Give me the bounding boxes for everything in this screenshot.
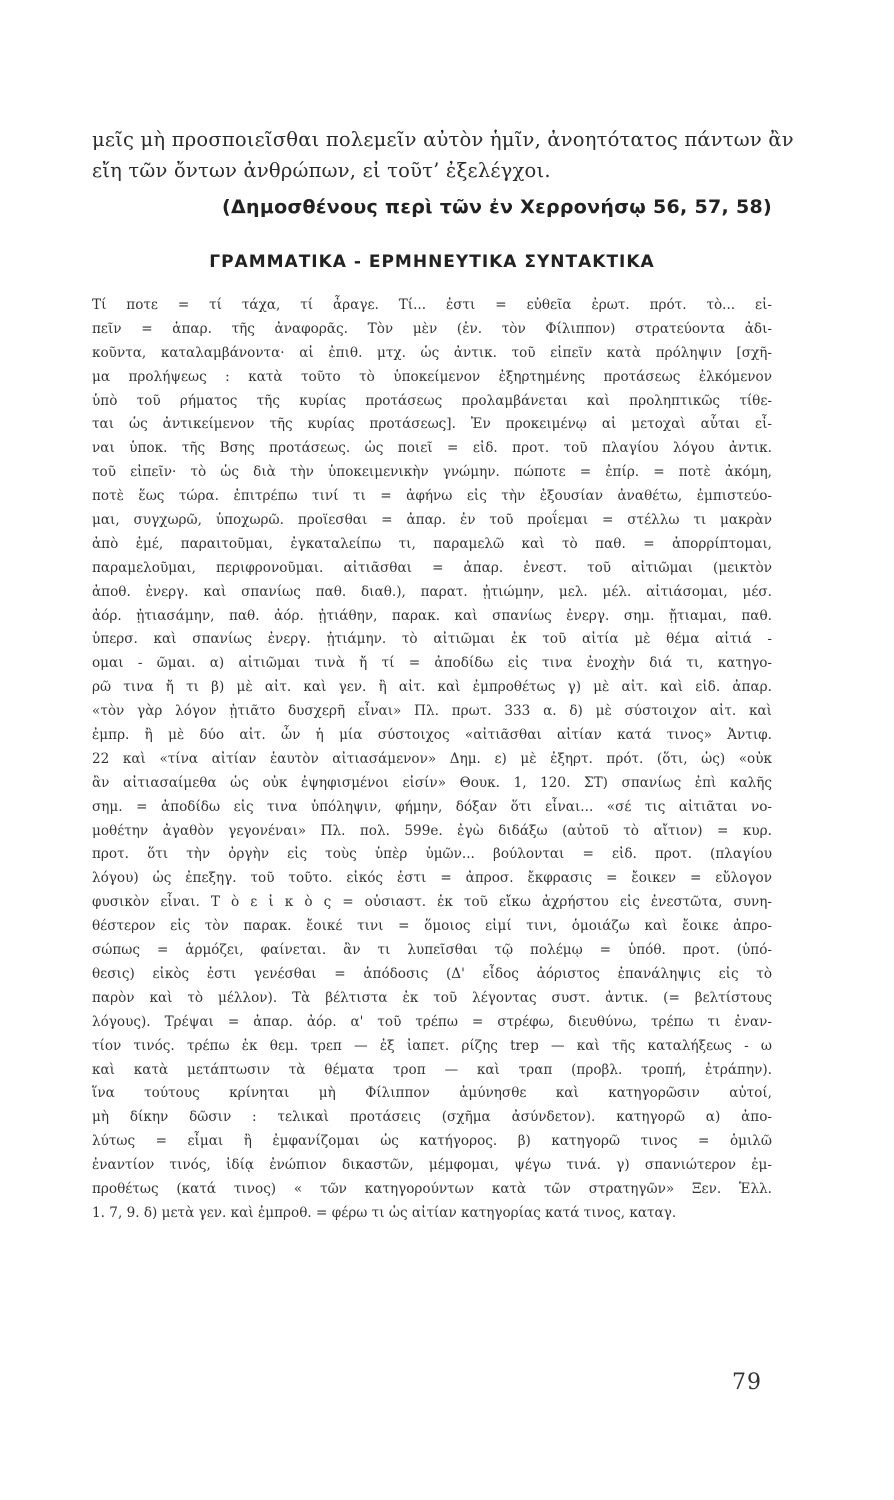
page-content	[92, 124, 794, 1226]
body-line: ἐναντίον τινός, ἰδίᾳ ἐνώπιον δικαστῶν, μέμφομαι, ψέγω τινά. γ) σπανιώτερον ἐμ-	[92, 1157, 772, 1174]
source-citation: (Δημοσθένους περὶ τῶν ἐν Χερρονήσῳ 56, 57, 58)	[222, 196, 772, 218]
intro-text	[92, 124, 794, 186]
body-line: ποτὲ ἕως τώρα. ἐπιτρέπω τινί τι = ἀφήνω εἰς τὴν ἐξουσίαν ἀναθέτω, ἐμπιστεύο-	[92, 488, 772, 505]
body-line: παραμελοῦμαι, περιφρονοῦμαι. αἰτιᾶσθαι = ἀπαρ. ἐνεστ. τοῦ αἰτιῶμαι (μεικτὸν	[92, 559, 772, 576]
intro-line: εἴη τῶν ὄντων ἀνθρώπων, εἰ τοῦτ’ ἐξελέγχοι.	[92, 159, 551, 182]
body-text	[92, 294, 772, 1226]
body-line: κοῦντα, καταλαμβάνοντα· αἱ ἐπιθ. μτχ. ὡς ἀντικ. τοῦ εἰπεῖν κατὰ πρόληψιν [σχῆ-	[92, 344, 772, 361]
body-line: ναι ὑποκ. τῆς Βσης προτάσεως. ὡς ποιεῖ = εἰδ. προτ. τοῦ πλαγίου λόγου ἀντικ.	[92, 440, 772, 457]
body-line: ομαι - ῶμαι. α) αἰτιῶμαι τινὰ ἤ τί = ἀποδίδω εἰς τινα ἐνοχὴν διά τι, κατηγο-	[92, 655, 772, 672]
body-line: 1. 7, 9. δ) μετὰ γεν. καὶ ἐμπροθ. = φέρω τι ὡς αἰτίαν κατηγορίας κατά τινος, καταγ.	[92, 1204, 677, 1221]
page-number: 79	[732, 1370, 762, 1395]
body-line: θεσις) εἰκὸς ἐστι γενέσθαι = ἀπόδοσις (Δ' εἶδος ἀόριστος ἐπανάληψις εἰς τὸ	[92, 965, 772, 982]
body-line: μαι, συγχωρῶ, ὑποχωρῶ. προϊεσθαι = ἀπαρ. ἐν τοῦ προΐεμαι = στέλλω τι μακρὰν	[92, 512, 772, 529]
body-line: 22 καὶ «τίνα αἰτίαν ἑαυτὸν αἰτιασάμενον» Δημ. ε) μὲ ἐξηρτ. πρότ. (ὅτι, ὡς) «οὐκ	[92, 750, 772, 767]
body-line: σώπως = ἁρμόζει, φαίνεται. ἂν τι λυπεῖσθαι τῷ πολέμῳ = ὑπόθ. προτ. (ὑπό-	[92, 942, 772, 959]
section-heading: ΓΡΑΜΜΑΤΙΚΑ - ΕΡΜΗΝΕΥΤΙΚΑ ΣΥΝΤΑΚΤΙΚΑ	[209, 252, 655, 272]
body-line: ὑπερσ. καὶ σπανίως ἐνεργ. ᾐτιάμην. τὸ αἰτιῶμαι ἐκ τοῦ αἰτία μὲ θέμα αἰτιά -	[92, 631, 772, 648]
body-line: φυσικὸν εἶναι. Τ ὸ ε ἰ κ ὸ ς = οὐσιαστ. ἐκ τοῦ εἴκω ἀχρήστου εἰς ἐνεστῶτα, συνη-	[92, 894, 772, 911]
body-line: λόγου) ὡς ἐπεξηγ. τοῦ τοῦτο. εἰκός ἐστι = ἀπροσ. ἔκφρασις = ἔοικεν = εὔλογον	[92, 870, 772, 887]
body-line: τοῦ εἰπεῖν· τὸ ὡς διὰ τὴν ὑποκειμενικὴν γνώμην. πώποτε = ἐπίρ. = ποτὲ ἀκόμη,	[92, 464, 772, 481]
intro-line: μεῖς μὴ προσποιεῖσθαι πολεμεῖν αὐτὸν ἡμῖν, ἀνοητότατος πάντων ἂν	[92, 128, 794, 151]
body-line: πεῖν = ἀπαρ. τῆς ἀναφορᾶς. Τὸν μὲν (ἐν. τὸν Φίλιππον) στρατεύοντα ἀδι-	[92, 320, 772, 337]
body-line: μὴ δίκην δῶσιν : τελικαὶ προτάσεις (σχῆμα ἀσύνδετον). κατηγορῶ α) ἀπο-	[92, 1109, 772, 1126]
body-line: σημ. = ἀποδίδω εἰς τινα ὑπόληψιν, φήμην, δόξαν ὅτι εἶναι... «σέ τις αἰτιᾶται νο-	[92, 798, 772, 815]
body-line: μα προλήψεως : κατὰ τοῦτο τὸ ὑποκείμενον ἐξηρτημένης προτάσεως ἑλκόμενον	[92, 368, 772, 385]
body-line: ἂν αἰτιασαίμεθα ὡς οὐκ ἐψηφισμένοι εἰσίν» Θουκ. 1, 120. ΣΤ) σπανίως ἐπὶ καλῆς	[92, 774, 772, 791]
body-line: ἀπὸ ἐμέ, παραιτοῦμαι, ἐγκαταλείπω τι, παραμελῶ καὶ τὸ παθ. = ἀπορρίπτομαι,	[92, 535, 772, 552]
body-line: καὶ κατὰ μετάπτωσιν τὰ θέματα τροπ — καὶ τραπ (προβλ. τροπή, ἐτράπην).	[92, 1061, 772, 1078]
body-line: Τί ποτε = τί τάχα, τί ἆραγε. Τί... ἐστι = εὐθεῖα ἐρωτ. πρότ. τὸ... εἰ-	[92, 297, 772, 313]
body-line: ἵνα τούτους κρίνηται μὴ Φίλιππον ἀμύνησθε καὶ κατηγορῶσιν αὐτοί,	[92, 1085, 772, 1102]
body-line: ἀόρ. ᾐτιασάμην, παθ. ἀόρ. ᾐτιάθην, παρακ. καὶ σπανίως ἐνεργ. σημ. ᾔτιαμαι, παθ.	[92, 607, 772, 624]
body-line: τίον τινός. τρέπω ἐκ θεμ. τρεπ — ἐξ ἰαπετ. ρίζης trep — καὶ τῆς καταλήξεως - ω	[92, 1037, 772, 1054]
body-line: λύτως = εἶμαι ἢ ἐμφανίζομαι ὡς κατήγορος. β) κατηγορῶ τινος = ὁμιλῶ	[92, 1133, 772, 1150]
body-line: ἐμπρ. ἢ μὲ δύο αἰτ. ὧν ἡ μία σύστοιχος «αἰτιᾶσθαι αἰτίαν κατά τινος» Ἀντιφ.	[92, 727, 772, 744]
body-line: μοθέτην ἀγαθὸν γεγονέναι» Πλ. πολ. 599e. ἐγὼ διδάξω (αὐτοῦ τὸ αἴτιον) = κυρ.	[92, 822, 772, 839]
body-line: ται ὡς ἀντικείμενον τῆς κυρίας προτάσεως]. Ἐν προκειμένῳ αἱ μετοχαὶ αὗται εἶ-	[92, 416, 772, 433]
body-line: λόγους). Τρέψαι = ἀπαρ. ἀόρ. α' τοῦ τρέπω = στρέφω, διευθύνω, τρέπω τι ἐναν-	[92, 1013, 772, 1030]
body-line: προθέτως (κατά τινος) « τῶν κατηγορούντων κατὰ τῶν στρατηγῶν» Ξεν. Ἑλλ.	[92, 1180, 772, 1197]
body-line: ἀποθ. ἐνεργ. καὶ σπανίως παθ. διαθ.), παρατ. ᾐτιώμην, μελ. μέλ. αἰτιάσομαι, μέσ.	[92, 583, 772, 600]
body-line: προτ. ὅτι τὴν ὀργὴν εἰς τοὺς ὑπὲρ ὑμῶν... βούλονται = εἰδ. προτ. (πλαγίου	[92, 846, 772, 863]
body-line: ρῶ τινα ἤ τι β) μὲ αἰτ. καὶ γεν. ἢ αἰτ. καὶ ἐμπροθέτως γ) μὲ αἰτ. καὶ εἰδ. ἀπαρ.	[92, 679, 772, 696]
body-line: ὑπὸ τοῦ ρήματος τῆς κυρίας προτάσεως προλαμβάνεται καὶ προληπτικῶς τίθε-	[92, 392, 772, 409]
body-line: θέστερον εἰς τὸν παρακ. ἔοικέ τινι = ὅμοιος εἰμί τινι, ὁμοιάζω καὶ ἔοικε ἀπρο-	[92, 918, 772, 935]
body-line: παρὸν καὶ τὸ μέλλον). Τὰ βέλτιστα ἐκ τοῦ λέγοντας συστ. ἀντικ. (= βελτίστους	[92, 989, 772, 1006]
body-line: «τὸν γὰρ λόγον ᾐτιᾶτο δυσχερῆ εἶναι» Πλ. πρωτ. 333 α. δ) μὲ σύστοιχον αἰτ. καὶ	[92, 703, 772, 720]
